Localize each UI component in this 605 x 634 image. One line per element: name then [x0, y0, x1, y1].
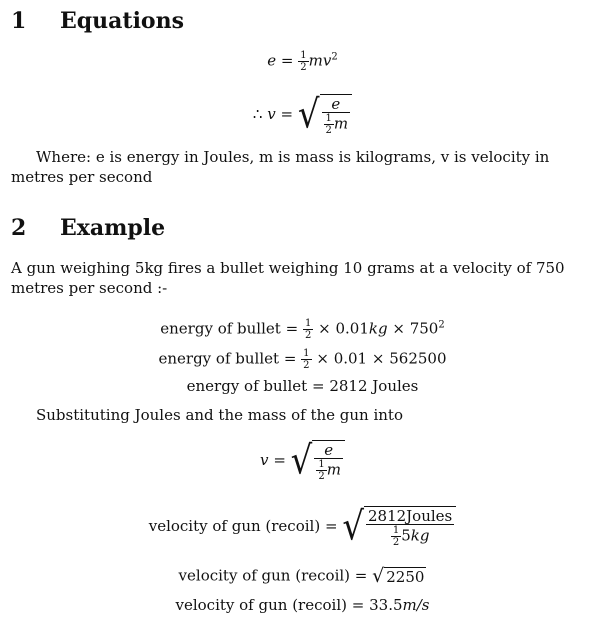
section-number: 2 [11, 215, 27, 241]
recoil-calc-3: velocity of gun (recoil) = 33.5m/s [175, 596, 430, 614]
equation-energy: e = $\frac{1}{2}$ $mv^2$ [267, 50, 338, 73]
section-heading-example [11, 215, 165, 241]
equation-velocity-2: v = √ e $\frac{1}{2}$ m [0, 440, 605, 482]
section-heading-equations [11, 8, 184, 34]
energy-calc-1: energy of bullet = $\frac{1}{2}$ × $0.01kg \times 750^2$ [160, 318, 445, 341]
equation-velocity: ∴ v = √ e $\frac{1}{2}$ m [0, 94, 605, 136]
section-title: Example [60, 215, 166, 241]
square-root: √ e $\frac{1}{2}$ m [291, 440, 345, 482]
square-root: √ 2812Joules $\frac{1}{2}$ 5kg [342, 506, 456, 548]
square-root: √ e $\frac{1}{2}$ m [298, 94, 352, 136]
where-paragraph: Where: e is energy in Joules, m is mass is kilograms, v is velocity in metres per second [11, 148, 550, 186]
energy-calc-2: energy of bullet = $\frac{1}{2}$ × 0.01 × 562500 [158, 348, 447, 371]
recoil-calc-1: velocity of gun (recoil) = √ 2812Joules $\frac{1}{2}$ 5kg [0, 506, 605, 548]
recoil-calc-2: velocity of gun (recoil) = √ 2250 [178, 565, 425, 587]
square-root: √ 2250 [372, 565, 425, 587]
fraction-half: $\frac{1}{2}$ [300, 50, 307, 73]
section-number: 1 [11, 8, 27, 34]
substituting-paragraph: Substituting Joules and the mass of the gun into [36, 406, 403, 424]
energy-calc-3: energy of bullet = 2812 Joules [186, 377, 419, 395]
section-title: Equations [60, 8, 184, 34]
example-paragraph: A gun weighing 5kg fires a bullet weighing 10 grams at a velocity of 750 metres per second :- [11, 259, 565, 297]
